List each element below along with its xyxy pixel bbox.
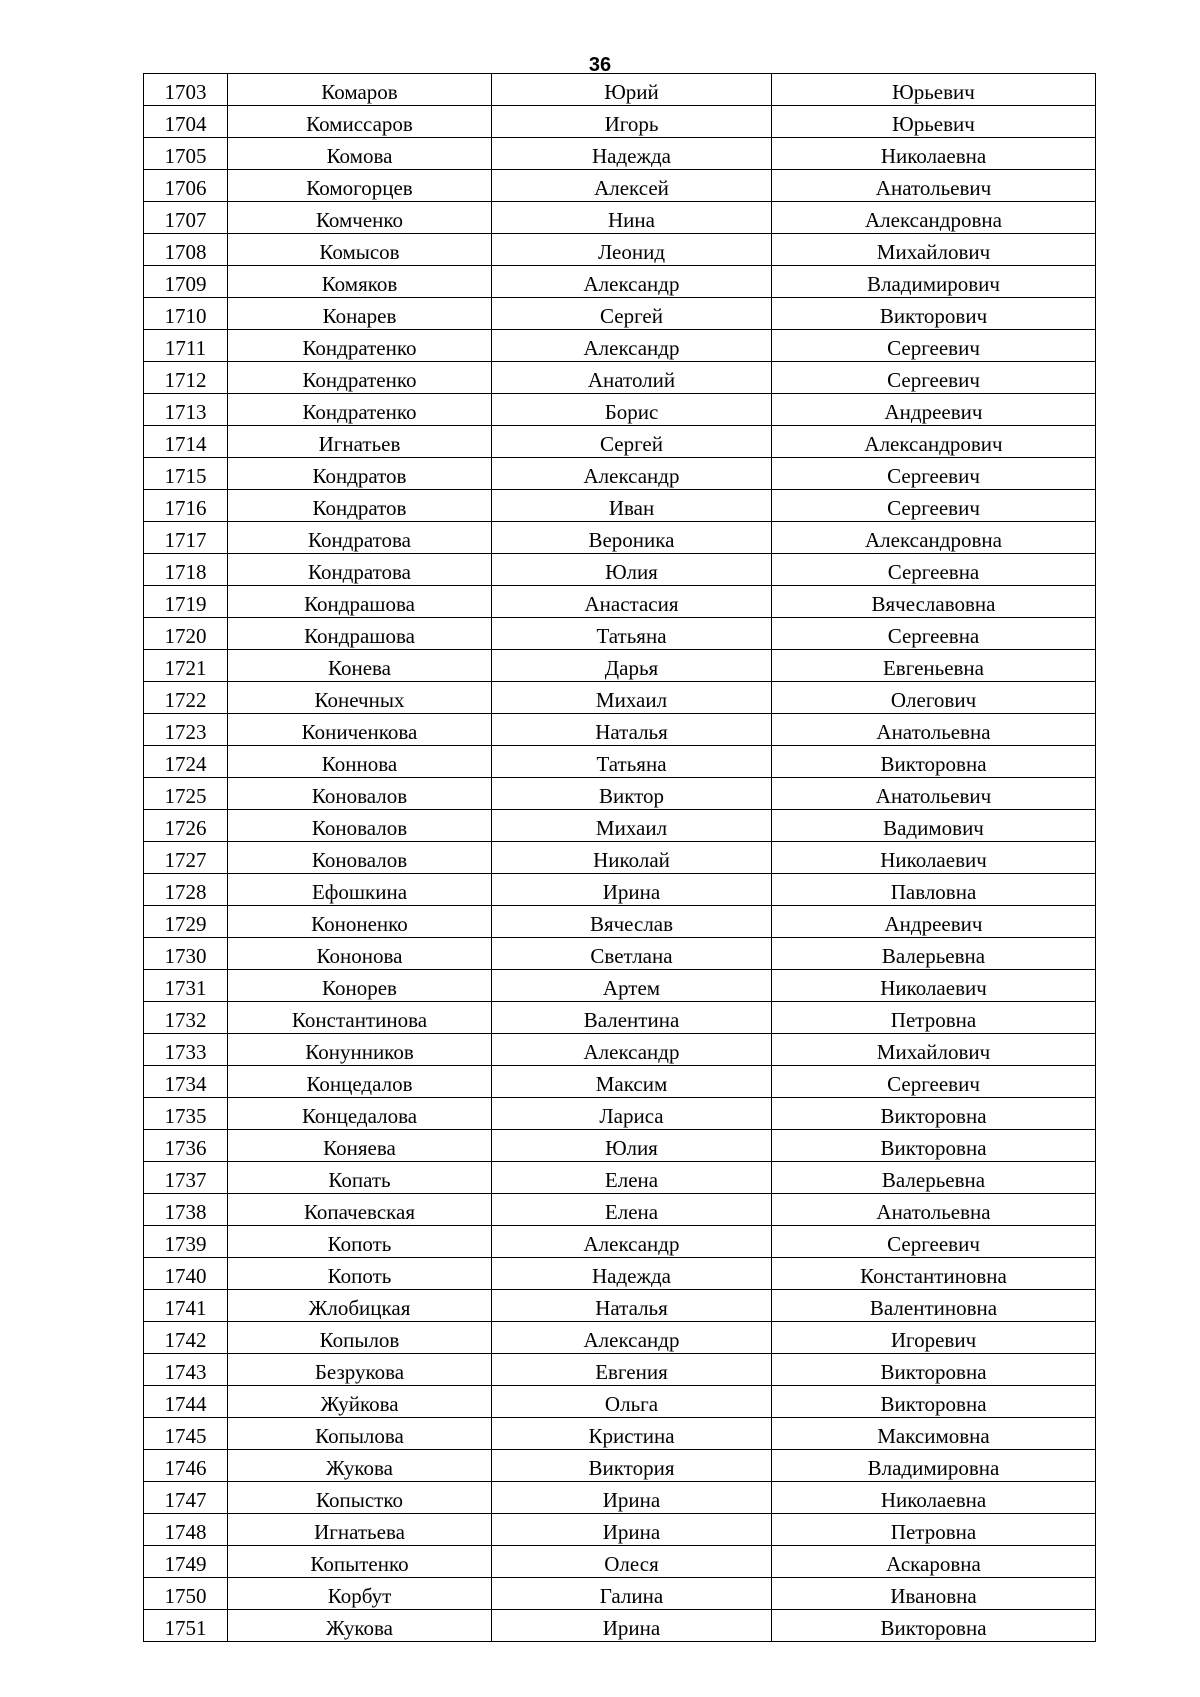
patronymic-cell: Олегович — [772, 682, 1096, 714]
row-number-cell: 1724 — [144, 746, 228, 778]
patronymic-cell: Аскаровна — [772, 1546, 1096, 1578]
patronymic-cell: Валентиновна — [772, 1290, 1096, 1322]
patronymic-cell: Сергеевна — [772, 618, 1096, 650]
first-name-cell: Татьяна — [492, 746, 772, 778]
table-row — [144, 170, 1096, 202]
first-name-cell: Ирина — [492, 874, 772, 906]
patronymic-cell: Ивановна — [772, 1578, 1096, 1610]
row-number-cell: 1716 — [144, 490, 228, 522]
patronymic-cell: Вадимович — [772, 810, 1096, 842]
patronymic-cell: Максимовна — [772, 1418, 1096, 1450]
row-number-cell: 1746 — [144, 1450, 228, 1482]
last-name-cell: Кондрашова — [228, 618, 492, 650]
row-number-cell: 1704 — [144, 106, 228, 138]
last-name-cell: Жукова — [228, 1450, 492, 1482]
table-row — [144, 1386, 1096, 1418]
table-row — [144, 586, 1096, 618]
table-row — [144, 1418, 1096, 1450]
table-row — [144, 202, 1096, 234]
row-number-cell: 1725 — [144, 778, 228, 810]
row-number-cell: 1730 — [144, 938, 228, 970]
first-name-cell: Ирина — [492, 1514, 772, 1546]
last-name-cell: Комиссаров — [228, 106, 492, 138]
patronymic-cell: Константиновна — [772, 1258, 1096, 1290]
last-name-cell: Коновалов — [228, 810, 492, 842]
first-name-cell: Елена — [492, 1194, 772, 1226]
patronymic-cell: Александровна — [772, 202, 1096, 234]
row-number-cell: 1707 — [144, 202, 228, 234]
last-name-cell: Жуйкова — [228, 1386, 492, 1418]
patronymic-cell: Викторовна — [772, 1610, 1096, 1642]
table-row — [144, 106, 1096, 138]
last-name-cell: Коничeнкова — [228, 714, 492, 746]
row-number-cell: 1742 — [144, 1322, 228, 1354]
table-row — [144, 522, 1096, 554]
roster-table-body — [144, 74, 1096, 1642]
table-row — [144, 426, 1096, 458]
table-row — [144, 298, 1096, 330]
table-row — [144, 842, 1096, 874]
patronymic-cell: Сергеевич — [772, 458, 1096, 490]
last-name-cell: Конунников — [228, 1034, 492, 1066]
first-name-cell: Вероника — [492, 522, 772, 554]
last-name-cell: Корбут — [228, 1578, 492, 1610]
patronymic-cell: Евгеньевна — [772, 650, 1096, 682]
table-row — [144, 362, 1096, 394]
first-name-cell: Валентина — [492, 1002, 772, 1034]
patronymic-cell: Анатольевич — [772, 778, 1096, 810]
table-row — [144, 906, 1096, 938]
row-number-cell: 1718 — [144, 554, 228, 586]
table-row — [144, 490, 1096, 522]
row-number-cell: 1713 — [144, 394, 228, 426]
first-name-cell: Светлана — [492, 938, 772, 970]
last-name-cell: Комогорцев — [228, 170, 492, 202]
patronymic-cell: Валерьевна — [772, 938, 1096, 970]
first-name-cell: Александр — [492, 1034, 772, 1066]
row-number-cell: 1706 — [144, 170, 228, 202]
last-name-cell: Копылов — [228, 1322, 492, 1354]
patronymic-cell: Александровна — [772, 522, 1096, 554]
table-row — [144, 1194, 1096, 1226]
row-number-cell: 1711 — [144, 330, 228, 362]
table-row — [144, 714, 1096, 746]
patronymic-cell: Николаевна — [772, 138, 1096, 170]
last-name-cell: Копыстко — [228, 1482, 492, 1514]
table-row — [144, 1130, 1096, 1162]
last-name-cell: Константинова — [228, 1002, 492, 1034]
patronymic-cell: Сергеевич — [772, 330, 1096, 362]
row-number-cell: 1737 — [144, 1162, 228, 1194]
first-name-cell: Ольга — [492, 1386, 772, 1418]
patronymic-cell: Павловна — [772, 874, 1096, 906]
table-row — [144, 1162, 1096, 1194]
patronymic-cell: Сергеевич — [772, 362, 1096, 394]
table-row — [144, 810, 1096, 842]
table-row — [144, 650, 1096, 682]
row-number-cell: 1709 — [144, 266, 228, 298]
last-name-cell: Кондратенко — [228, 394, 492, 426]
table-row — [144, 746, 1096, 778]
last-name-cell: Ефошкина — [228, 874, 492, 906]
first-name-cell: Михаил — [492, 682, 772, 714]
row-number-cell: 1736 — [144, 1130, 228, 1162]
first-name-cell: Иван — [492, 490, 772, 522]
patronymic-cell: Сергеевич — [772, 1226, 1096, 1258]
row-number-cell: 1738 — [144, 1194, 228, 1226]
table-row — [144, 1610, 1096, 1642]
patronymic-cell: Викторовна — [772, 746, 1096, 778]
row-number-cell: 1741 — [144, 1290, 228, 1322]
last-name-cell: Кондратенко — [228, 362, 492, 394]
row-number-cell: 1743 — [144, 1354, 228, 1386]
first-name-cell: Александр — [492, 458, 772, 490]
table-row — [144, 1098, 1096, 1130]
last-name-cell: Кондратова — [228, 522, 492, 554]
last-name-cell: Концедалова — [228, 1098, 492, 1130]
patronymic-cell: Игоревич — [772, 1322, 1096, 1354]
first-name-cell: Максим — [492, 1066, 772, 1098]
first-name-cell: Наталья — [492, 714, 772, 746]
table-row — [144, 394, 1096, 426]
patronymic-cell: Валерьевна — [772, 1162, 1096, 1194]
row-number-cell: 1708 — [144, 234, 228, 266]
row-number-cell: 1715 — [144, 458, 228, 490]
first-name-cell: Татьяна — [492, 618, 772, 650]
patronymic-cell: Викторовна — [772, 1130, 1096, 1162]
patronymic-cell: Николаевич — [772, 842, 1096, 874]
last-name-cell: Кондратов — [228, 458, 492, 490]
last-name-cell: Комченко — [228, 202, 492, 234]
table-row — [144, 1546, 1096, 1578]
last-name-cell: Копачевская — [228, 1194, 492, 1226]
row-number-cell: 1721 — [144, 650, 228, 682]
first-name-cell: Юрий — [492, 74, 772, 106]
table-row — [144, 266, 1096, 298]
patronymic-cell: Вячеславовна — [772, 586, 1096, 618]
table-row — [144, 1066, 1096, 1098]
last-name-cell: Конечных — [228, 682, 492, 714]
first-name-cell: Борис — [492, 394, 772, 426]
first-name-cell: Анатолий — [492, 362, 772, 394]
roster-table — [143, 73, 1096, 1642]
patronymic-cell: Николаевна — [772, 1482, 1096, 1514]
last-name-cell: Коновалов — [228, 778, 492, 810]
first-name-cell: Артем — [492, 970, 772, 1002]
page-number: 36 — [588, 54, 612, 76]
first-name-cell: Лариса — [492, 1098, 772, 1130]
table-row — [144, 138, 1096, 170]
row-number-cell: 1739 — [144, 1226, 228, 1258]
first-name-cell: Сергей — [492, 298, 772, 330]
patronymic-cell: Петровна — [772, 1514, 1096, 1546]
first-name-cell: Евгения — [492, 1354, 772, 1386]
last-name-cell: Концедалов — [228, 1066, 492, 1098]
first-name-cell: Юлия — [492, 1130, 772, 1162]
table-row — [144, 74, 1096, 106]
table-row — [144, 970, 1096, 1002]
last-name-cell: Копать — [228, 1162, 492, 1194]
first-name-cell: Надежда — [492, 138, 772, 170]
row-number-cell: 1727 — [144, 842, 228, 874]
patronymic-cell: Владимировна — [772, 1450, 1096, 1482]
patronymic-cell: Андреевич — [772, 906, 1096, 938]
row-number-cell: 1705 — [144, 138, 228, 170]
first-name-cell: Дарья — [492, 650, 772, 682]
first-name-cell: Ирина — [492, 1482, 772, 1514]
first-name-cell: Анастасия — [492, 586, 772, 618]
first-name-cell: Наталья — [492, 1290, 772, 1322]
last-name-cell: Жукова — [228, 1610, 492, 1642]
patronymic-cell: Владимирович — [772, 266, 1096, 298]
first-name-cell: Леонид — [492, 234, 772, 266]
last-name-cell: Конева — [228, 650, 492, 682]
first-name-cell: Алексей — [492, 170, 772, 202]
patronymic-cell: Викторовна — [772, 1386, 1096, 1418]
table-row — [144, 874, 1096, 906]
table-row — [144, 330, 1096, 362]
last-name-cell: Безрукова — [228, 1354, 492, 1386]
patronymic-cell: Викторович — [772, 298, 1096, 330]
table-row — [144, 1354, 1096, 1386]
table-row — [144, 1514, 1096, 1546]
row-number-cell: 1744 — [144, 1386, 228, 1418]
first-name-cell: Ирина — [492, 1610, 772, 1642]
patronymic-cell: Анатольевич — [772, 170, 1096, 202]
row-number-cell: 1723 — [144, 714, 228, 746]
last-name-cell: Комяков — [228, 266, 492, 298]
first-name-cell: Юлия — [492, 554, 772, 586]
first-name-cell: Галина — [492, 1578, 772, 1610]
table-row — [144, 554, 1096, 586]
row-number-cell: 1750 — [144, 1578, 228, 1610]
last-name-cell: Копылова — [228, 1418, 492, 1450]
table-row — [144, 778, 1096, 810]
first-name-cell: Виктор — [492, 778, 772, 810]
table-row — [144, 1482, 1096, 1514]
last-name-cell: Комаров — [228, 74, 492, 106]
last-name-cell: Игнатьева — [228, 1514, 492, 1546]
first-name-cell: Михаил — [492, 810, 772, 842]
row-number-cell: 1720 — [144, 618, 228, 650]
patronymic-cell: Сергеевич — [772, 490, 1096, 522]
patronymic-cell: Александрович — [772, 426, 1096, 458]
table-row — [144, 1002, 1096, 1034]
patronymic-cell: Петровна — [772, 1002, 1096, 1034]
patronymic-cell: Юрьевич — [772, 106, 1096, 138]
first-name-cell: Александр — [492, 1322, 772, 1354]
first-name-cell: Вячеслав — [492, 906, 772, 938]
last-name-cell: Кононенко — [228, 906, 492, 938]
row-number-cell: 1734 — [144, 1066, 228, 1098]
table-row — [144, 1226, 1096, 1258]
last-name-cell: Копоть — [228, 1258, 492, 1290]
row-number-cell: 1717 — [144, 522, 228, 554]
patronymic-cell: Анатольевна — [772, 714, 1096, 746]
first-name-cell: Кристина — [492, 1418, 772, 1450]
table-row — [144, 1034, 1096, 1066]
patronymic-cell: Юрьевич — [772, 74, 1096, 106]
table-row — [144, 682, 1096, 714]
first-name-cell: Александр — [492, 266, 772, 298]
row-number-cell: 1714 — [144, 426, 228, 458]
first-name-cell: Николай — [492, 842, 772, 874]
row-number-cell: 1740 — [144, 1258, 228, 1290]
first-name-cell: Сергей — [492, 426, 772, 458]
last-name-cell: Конарев — [228, 298, 492, 330]
patronymic-cell: Сергеевич — [772, 1066, 1096, 1098]
last-name-cell: Комысов — [228, 234, 492, 266]
patronymic-cell: Викторовна — [772, 1098, 1096, 1130]
table-row — [144, 1322, 1096, 1354]
table-row — [144, 458, 1096, 490]
table-row — [144, 234, 1096, 266]
last-name-cell: Коновалов — [228, 842, 492, 874]
table-row — [144, 618, 1096, 650]
last-name-cell: Коняева — [228, 1130, 492, 1162]
row-number-cell: 1710 — [144, 298, 228, 330]
last-name-cell: Комова — [228, 138, 492, 170]
row-number-cell: 1729 — [144, 906, 228, 938]
patronymic-cell: Андреевич — [772, 394, 1096, 426]
patronymic-cell: Сергеевна — [772, 554, 1096, 586]
row-number-cell: 1748 — [144, 1514, 228, 1546]
first-name-cell: Нина — [492, 202, 772, 234]
table-row — [144, 938, 1096, 970]
patronymic-cell: Михайлович — [772, 1034, 1096, 1066]
last-name-cell: Копоть — [228, 1226, 492, 1258]
row-number-cell: 1726 — [144, 810, 228, 842]
last-name-cell: Кондратов — [228, 490, 492, 522]
first-name-cell: Игорь — [492, 106, 772, 138]
last-name-cell: Конорев — [228, 970, 492, 1002]
row-number-cell: 1751 — [144, 1610, 228, 1642]
patronymic-cell: Михайлович — [772, 234, 1096, 266]
first-name-cell: Надежда — [492, 1258, 772, 1290]
patronymic-cell: Николаевич — [772, 970, 1096, 1002]
table-row — [144, 1450, 1096, 1482]
last-name-cell: Кондратова — [228, 554, 492, 586]
last-name-cell: Кондратенко — [228, 330, 492, 362]
patronymic-cell: Анатольевна — [772, 1194, 1096, 1226]
row-number-cell: 1703 — [144, 74, 228, 106]
last-name-cell: Игнатьев — [228, 426, 492, 458]
table-row — [144, 1290, 1096, 1322]
table-row — [144, 1258, 1096, 1290]
row-number-cell: 1747 — [144, 1482, 228, 1514]
row-number-cell: 1732 — [144, 1002, 228, 1034]
row-number-cell: 1733 — [144, 1034, 228, 1066]
row-number-cell: 1719 — [144, 586, 228, 618]
first-name-cell: Олеся — [492, 1546, 772, 1578]
row-number-cell: 1712 — [144, 362, 228, 394]
patronymic-cell: Викторовна — [772, 1354, 1096, 1386]
row-number-cell: 1731 — [144, 970, 228, 1002]
row-number-cell: 1735 — [144, 1098, 228, 1130]
last-name-cell: Кононова — [228, 938, 492, 970]
row-number-cell: 1745 — [144, 1418, 228, 1450]
last-name-cell: Коннова — [228, 746, 492, 778]
row-number-cell: 1749 — [144, 1546, 228, 1578]
last-name-cell: Копытенко — [228, 1546, 492, 1578]
first-name-cell: Александр — [492, 1226, 772, 1258]
last-name-cell: Кондрашова — [228, 586, 492, 618]
row-number-cell: 1722 — [144, 682, 228, 714]
table-row — [144, 1578, 1096, 1610]
first-name-cell: Александр — [492, 330, 772, 362]
row-number-cell: 1728 — [144, 874, 228, 906]
first-name-cell: Виктория — [492, 1450, 772, 1482]
first-name-cell: Елена — [492, 1162, 772, 1194]
last-name-cell: Жлобицкая — [228, 1290, 492, 1322]
